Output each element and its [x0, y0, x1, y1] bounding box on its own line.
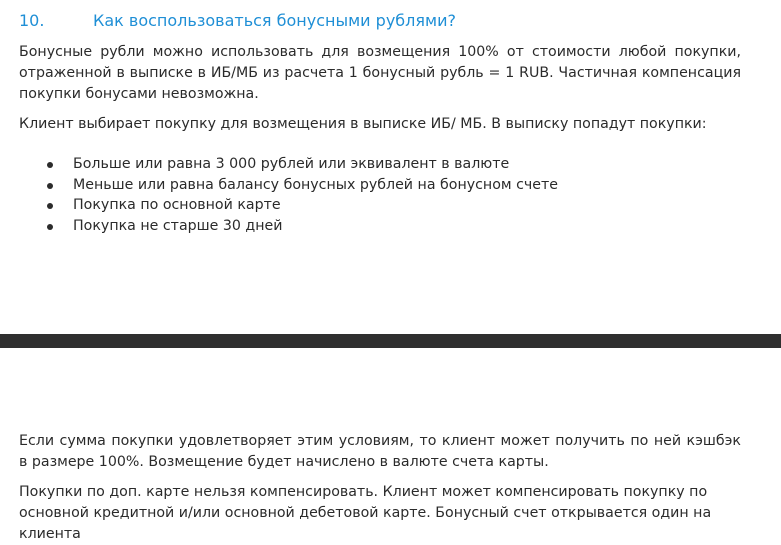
- paragraph-additional-card: Покупки по доп. карте нельзя компенсировать. Клиент может компенсировать покупку по основной кредитной и/или основной дебетовой карте. Бонусный счет открывается один на клиента: [19, 484, 712, 542]
- paragraph-purchase-selection: Клиент выбирает покупку для возмещения в выписке ИБ/ МБ. В выписку попадут покупки:: [19, 116, 707, 132]
- list-item: [19, 175, 558, 196]
- section-number: 10.: [19, 11, 45, 30]
- bullet-icon: [47, 203, 53, 209]
- conditions-list: [19, 154, 558, 237]
- bullet-icon: [47, 183, 53, 189]
- section-title: Как воспользоваться бонусными рублями?: [93, 11, 456, 30]
- section-heading: [19, 10, 456, 32]
- paragraph-bonus-usage: Бонусные рубли можно использовать для возмещения 100% от стоимости любой покупки, отраженной в выписке в ИБ/МБ из расчета 1 бонусный рубль = 1 RUB. Частичная компенсация покупки бонусами невозможна.: [19, 44, 741, 102]
- list-item: [19, 216, 558, 237]
- list-item-text: Покупка не старше 30 дней: [73, 218, 283, 235]
- list-item-text: Больше или равна 3 000 рублей или эквивалент в валюте: [73, 156, 510, 172]
- list-item: [19, 195, 558, 216]
- page-divider: [0, 334, 781, 348]
- list-item-text: Меньше или равна балансу бонусных рублей на бонусном счете: [73, 176, 558, 193]
- bullet-icon: [47, 224, 53, 230]
- paragraph-cashback: Если сумма покупки удовлетворяет этим условиям, то клиент может получить по ней кэшбэк в размере 100%. Возмещение будет начислено в валюте счета карты.: [19, 433, 741, 470]
- list-item: [19, 154, 558, 175]
- bullet-icon: [47, 162, 53, 168]
- list-item-text: Покупка по основной карте: [73, 197, 281, 214]
